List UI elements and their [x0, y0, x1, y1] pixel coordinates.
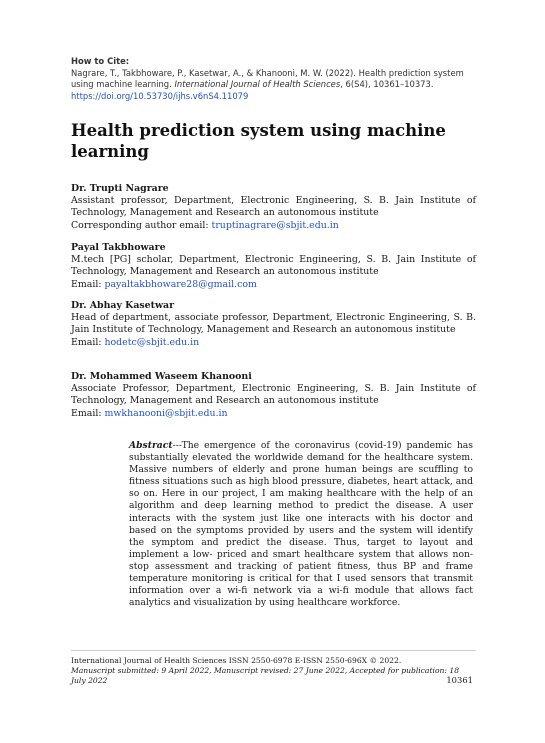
abstract-heading: Abstract	[129, 440, 173, 451]
author-email-link[interactable]: truptinagrare@sbjit.edu.in	[211, 219, 339, 231]
citation-block	[71, 56, 476, 102]
citation-volume: , 6(S4), 10361–10373.	[340, 79, 434, 90]
citation-journal: International Journal of Health Sciences	[174, 79, 341, 90]
page-number: 10361	[446, 675, 473, 685]
author-affiliation: Associate Professor, Department, Electronic Engineering, S. B. Jain Institute of Technology, Management and Research an autonomous institute	[71, 383, 476, 407]
author-name: Dr. Abhay Kasetwar	[71, 300, 175, 311]
doi-link[interactable]: https://doi.org/10.53730/ijhs.v6nS4.11079	[71, 90, 249, 101]
author-email-link[interactable]: hodetc@sbjit.edu.in	[104, 336, 200, 348]
footer-divider	[71, 650, 476, 651]
citation-label: How to Cite:	[71, 56, 130, 66]
abstract-text: The emergence of the coronavirus (covid-19) pandemic has substantially elevated the worldwide demand for the healthcare system. Massive numbers of elderly and prone human beings are scuffling to fitness situations such as high blood pressure, diabetes, heart attack, and so on. Here in our project, I am making healthcare with the help of an algorithm and deep learning method to predict the disease. A user interacts with the system just like one interacts with his doctor and based on the symptoms provided by users and the system will identify the symptom and predict the disease. Thus, target to layout and implement a low- priced and smart healthcare system that allows non-stop assessment and tracking of patient fitness, thus BP and frame temperature monitoring is critical for that I used sensors that transmit information over a wi-fi network via a wi-fi module that allows fact analytics and visualization by using healthcare workforce.	[129, 440, 473, 609]
email-label: Email:	[71, 278, 105, 290]
author-name: Dr. Mohammed Waseem Khanooni	[71, 371, 252, 382]
author-name: Payal Takbhoware	[71, 242, 166, 253]
author-affiliation: Head of department, associate professor, Department, Electronic Engineering, S. B. Jain Institute of Technology, Management and Research an autonomous institute	[71, 312, 476, 336]
footer-block	[71, 656, 476, 687]
email-label: Email:	[71, 407, 105, 419]
email-label: Email:	[71, 336, 105, 348]
author-block	[71, 371, 476, 420]
email-label: Corresponding author email:	[71, 219, 212, 231]
abstract-dash: ---	[172, 440, 182, 451]
abstract-paragraph	[129, 440, 473, 609]
author-affiliation: M.tech [PG] scholar, Department, Electronic Engineering, S. B. Jain Institute of Technology, Management and Research an autonomous institute	[71, 254, 476, 278]
author-name: Dr. Trupti Nagrare	[71, 183, 169, 194]
author-email-link[interactable]: payaltakbhoware28@gmail.com	[104, 278, 257, 290]
footer-manuscript-dates: Manuscript submitted: 9 April 2022, Manuscript revised: 27 June 2022, Accepted for publication: 18 July 2022	[71, 666, 460, 686]
paper-title: Health prediction system using machine learning	[71, 121, 446, 161]
author-block	[71, 300, 476, 349]
author-affiliation: Assistant professor, Department, Electronic Engineering, S. B. Jain Institute of Technology, Management and Research an autonomous institute	[71, 195, 476, 219]
citation-authors: Nagrare, T., Takbhoware, P., Kasetwar, A., & Khanooni, M. W. (2022). Health prediction system using machine learning.	[71, 67, 464, 90]
footer-journal-line: International Journal of Health Sciences ISSN 2550-6978 E-ISSN 2550-696X © 2022.	[71, 656, 402, 665]
author-block	[71, 242, 476, 291]
author-email-link[interactable]: mwkhanooni@sbjit.edu.in	[104, 407, 228, 419]
author-block	[71, 183, 476, 232]
